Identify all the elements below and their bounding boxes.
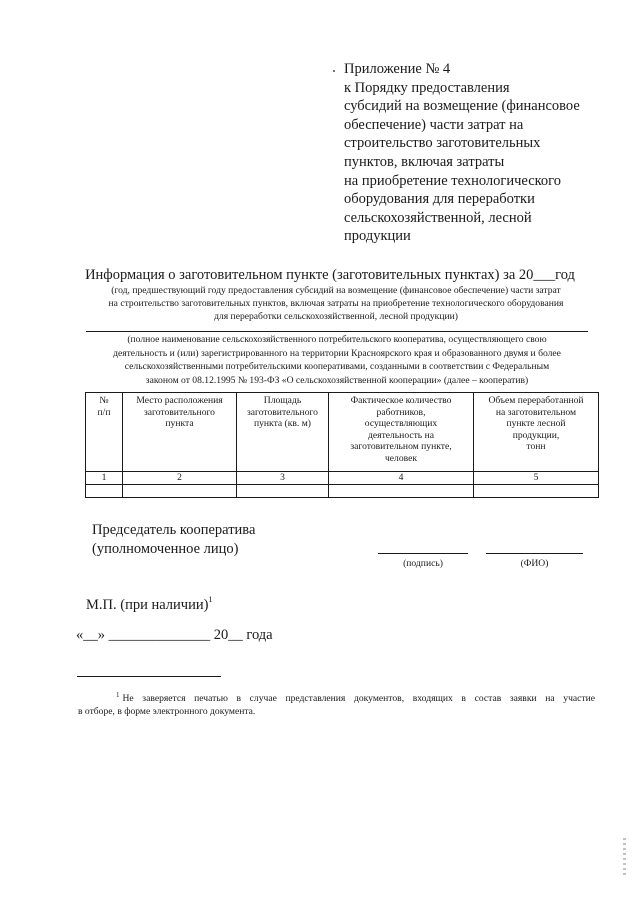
appendix-header: [344, 60, 604, 246]
appendix-line: пунктов, включая затраты: [344, 153, 505, 170]
table-cell[interactable]: [86, 485, 123, 498]
hint-line: законом от 08.12.1995 № 193-ФЗ «О сельскохозяйственной кооперации» (далее – кооператив): [145, 374, 529, 386]
chairman-label: [92, 521, 255, 559]
appendix-line: оборудования для переработки: [344, 191, 535, 208]
column-number: 3: [237, 472, 329, 485]
footnote-mark: 1: [116, 691, 120, 699]
scan-mark-edge: [623, 838, 626, 878]
cooperative-name-line: [86, 331, 588, 332]
seal-label: [86, 594, 213, 614]
table-cell[interactable]: [474, 485, 599, 498]
appendix-line: обеспечение) части затрат на: [344, 116, 524, 133]
procurement-point-table: [85, 392, 599, 498]
fio-line[interactable]: [486, 553, 583, 554]
column-number: 1: [86, 472, 123, 485]
date-line: «__» ______________ 20__ года: [76, 627, 273, 643]
appendix-line: на приобретение технологического: [344, 172, 562, 189]
signature-line[interactable]: [378, 553, 468, 554]
header-location: Место расположения заготовительного пункта: [123, 393, 237, 472]
scan-mark: [333, 70, 335, 72]
appendix-line: сельскохозяйственной, лесной: [344, 209, 532, 226]
header-workers: Фактическое количество работников, осуществляющих деятельность на заготовительном пункте, человек: [329, 393, 474, 472]
seal-text: М.П. (при наличии): [86, 597, 209, 613]
table-cell[interactable]: [329, 485, 474, 498]
document-title: Информация о заготовительном пункте (заготовительных пунктах) за 20___год: [85, 267, 575, 283]
appendix-line: продукции: [344, 228, 411, 245]
cooperative-name-hint: [80, 333, 594, 387]
signature-caption: (подпись): [403, 558, 443, 569]
appendix-line: строительство заготовительных: [344, 135, 541, 152]
table-header-row: [86, 393, 599, 472]
column-number: 4: [329, 472, 474, 485]
chairman-line: (уполномоченное лицо): [92, 541, 239, 557]
chairman-line: Председатель кооператива: [92, 522, 256, 538]
header-volume: Объем переработанной на заготовительном пункте лесной продукции, тонн: [474, 393, 599, 472]
hint-line: деятельность и (или) зарегистрированного на территории Красноярского края и образованного двумя и более: [113, 347, 561, 359]
appendix-line: к Порядку предоставления: [344, 79, 510, 96]
table-row: [86, 485, 599, 498]
appendix-line: Приложение № 4: [344, 61, 451, 77]
subtitle-line: на строительство заготовительных пунктов, включая затраты на приобретение технологического оборудования: [108, 298, 564, 309]
footnote-text-1: Не заверяется печатью в случае представления документов, входящих в состав заявки на участие: [122, 693, 595, 704]
column-number: 2: [123, 472, 237, 485]
hint-line: сельскохозяйственными потребительскими кооперативами, созданными в соответствии с Федеральным: [124, 361, 550, 372]
table-cell[interactable]: [123, 485, 237, 498]
hint-line: (полное наименование сельскохозяйственного потребительского кооператива, осуществляющего свою: [127, 334, 547, 345]
footnote-first-line: [78, 689, 595, 705]
footnote: [78, 689, 595, 718]
footnote-text-2: в отборе, в форме электронного документа.: [78, 706, 256, 718]
appendix-line: субсидий на возмещение (финансовое: [344, 98, 580, 115]
table-number-row: [86, 472, 599, 485]
document-subtitle: [76, 284, 596, 323]
subtitle-line: (год, предшествующий году предоставления субсидий на возмещение (финансовое обеспечение) части затрат: [111, 285, 561, 296]
column-number: 5: [474, 472, 599, 485]
header-area: Площадь заготовительного пункта (кв. м): [237, 393, 329, 472]
fio-caption: (ФИО): [520, 558, 549, 569]
footnote-separator: [77, 676, 221, 677]
header-number: № п/п: [86, 393, 123, 472]
subtitle-line: для переработки сельскохозяйственной, лесной продукции): [214, 311, 458, 322]
table-cell[interactable]: [237, 485, 329, 498]
footnote-marker: 1: [208, 594, 213, 604]
